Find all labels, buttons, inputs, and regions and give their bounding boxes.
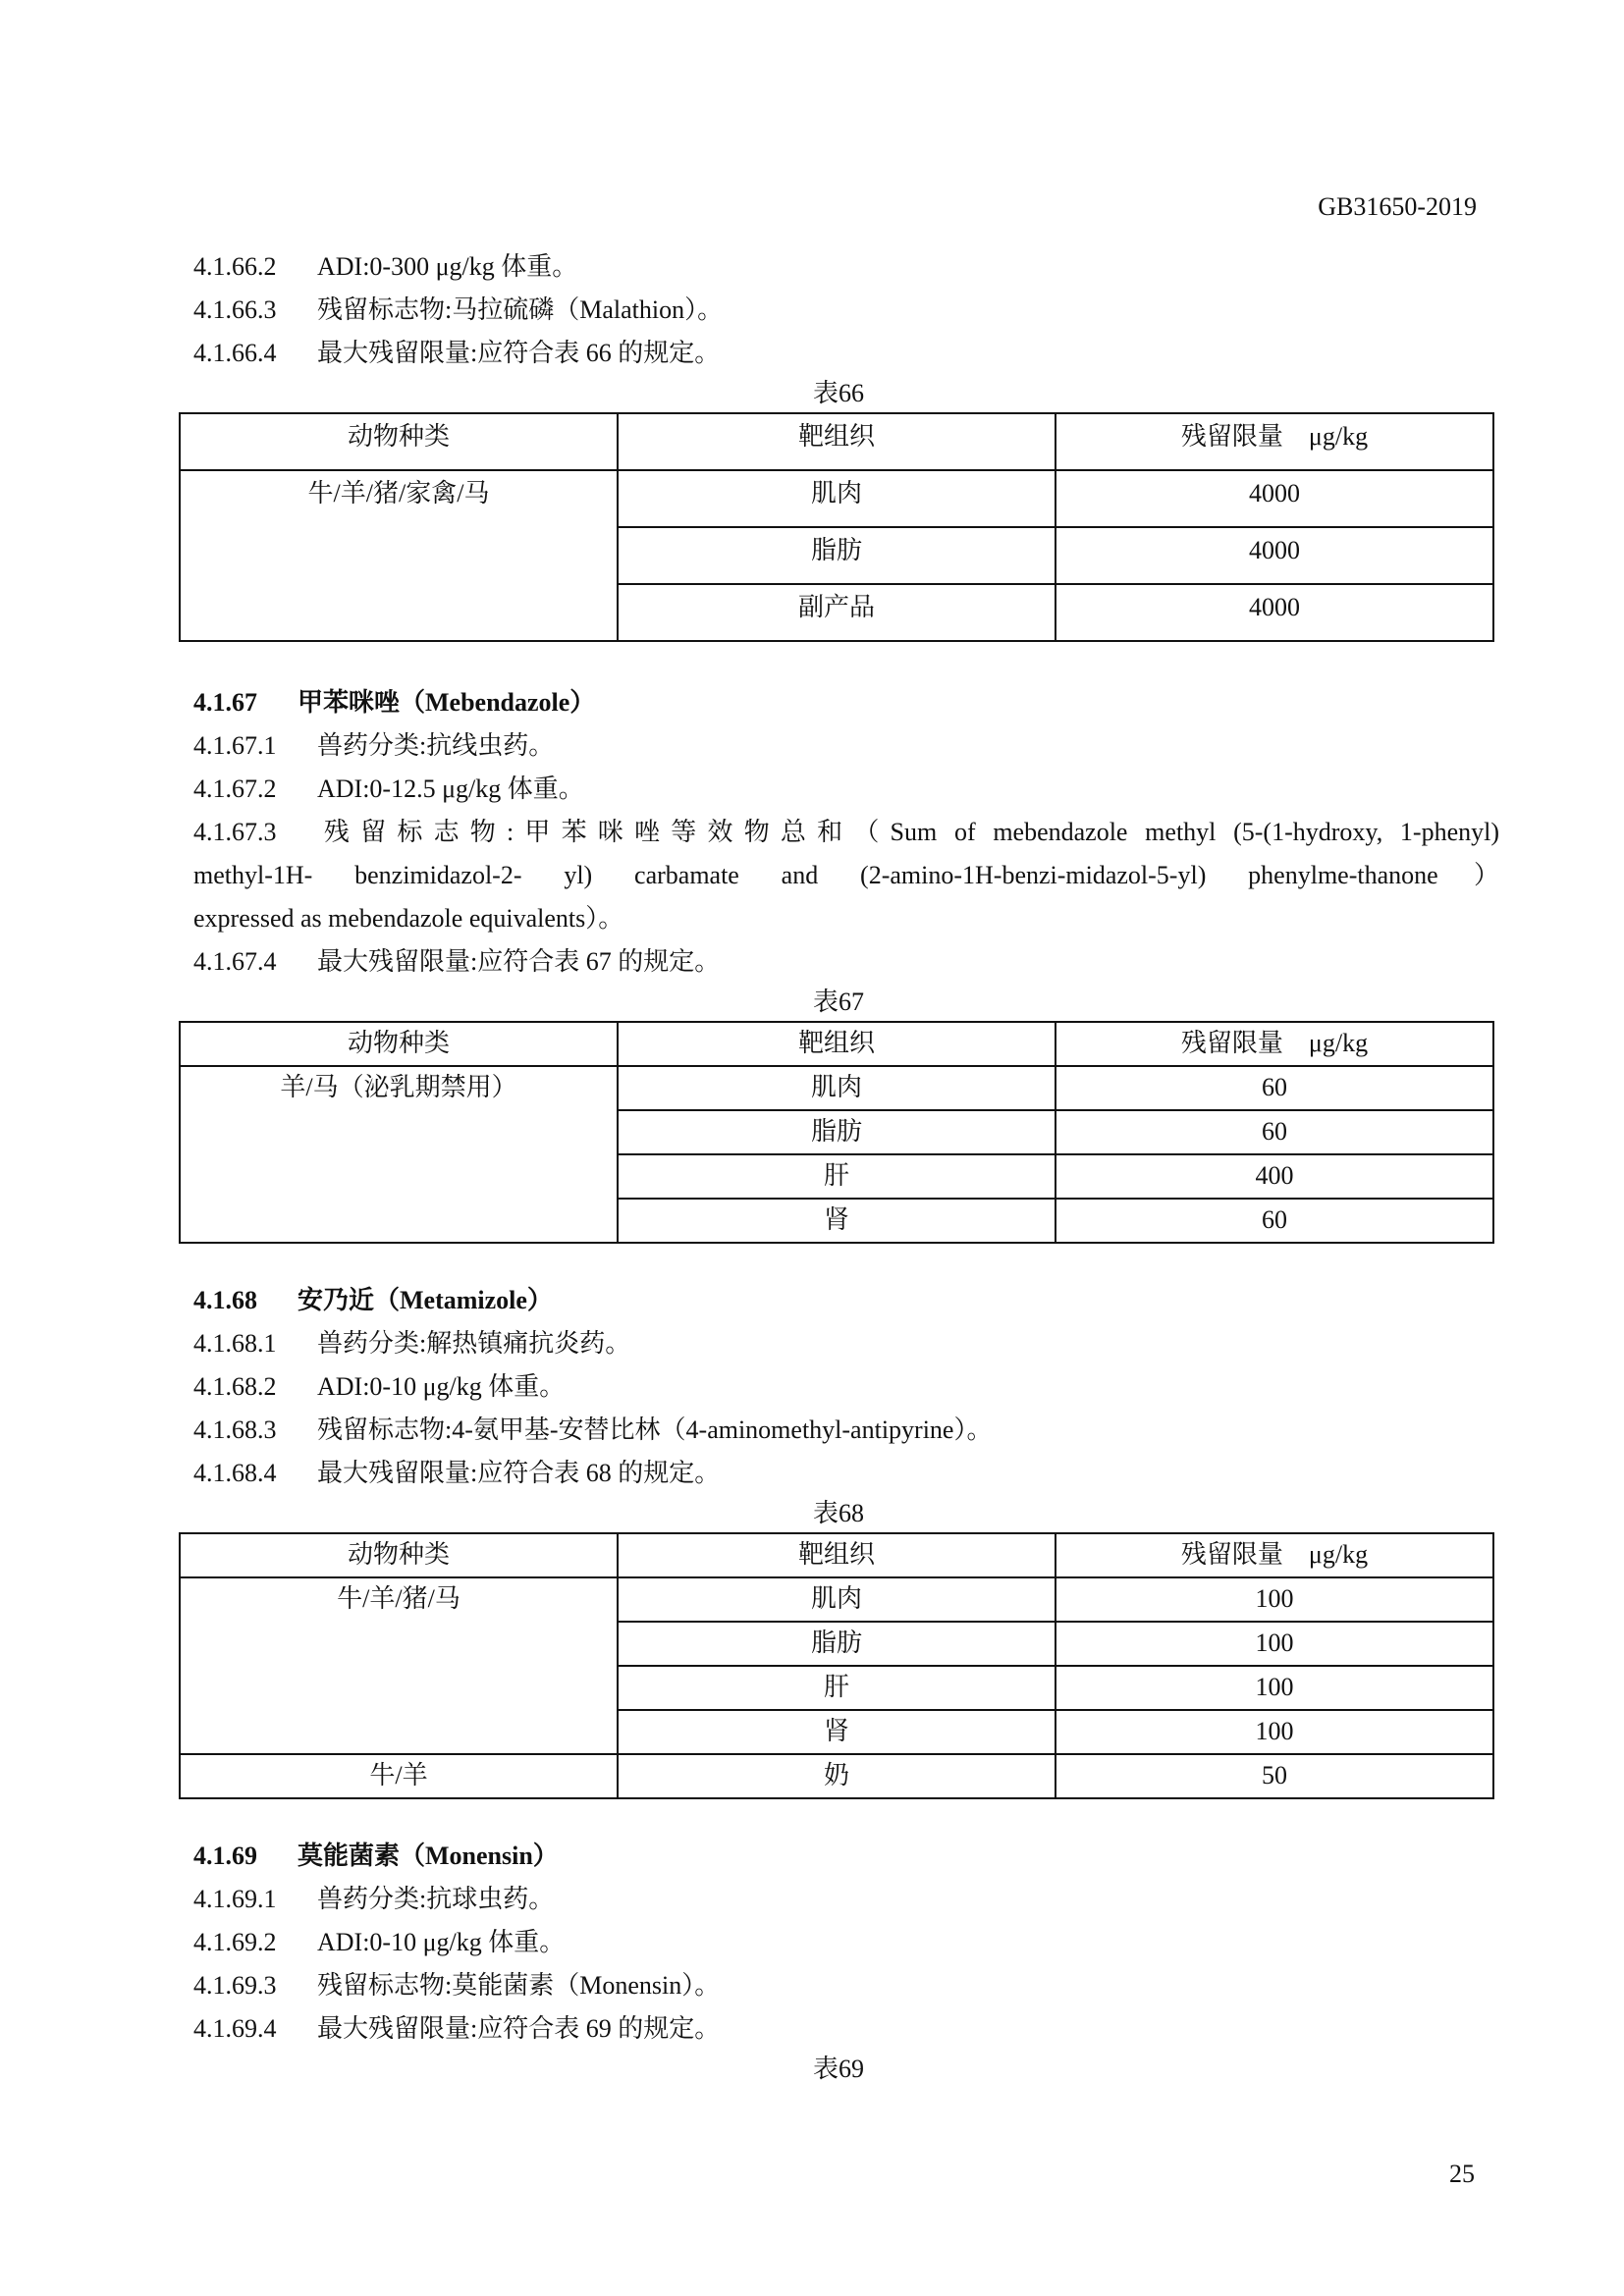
tissue-cell: 奶 [618, 1754, 1056, 1798]
clause-line [193, 1964, 1499, 2007]
limit-cell: 100 [1056, 1666, 1493, 1710]
clause-number: 4.1.67.2 [193, 774, 277, 803]
species-cell: 羊/马（泌乳期禁用） [180, 1066, 618, 1243]
clause-line [193, 1322, 1499, 1365]
clause-number: 4.1.66.2 [193, 252, 277, 281]
clause-text: 残留标志物:马拉硫磷（Malathion）。 [317, 295, 724, 324]
clause-text-line: methyl-1H- benzimidazol-2- yl) carbamate and (2-amino-1H-benzi-midazol-5-yl) phenylme-thanone） [193, 861, 1499, 889]
table-header-row [180, 1533, 1493, 1577]
spacer [193, 642, 1499, 681]
limit-cell: 60 [1056, 1066, 1493, 1110]
table-header-row [180, 1022, 1493, 1066]
tissue-cell: 脂肪 [618, 527, 1056, 584]
clause-line [193, 724, 1499, 768]
limit-cell: 4000 [1056, 584, 1493, 641]
tissue-cell: 肾 [618, 1199, 1056, 1243]
clause-line [193, 1452, 1499, 1495]
table-row [180, 470, 1493, 527]
clause-line [193, 940, 1499, 984]
header-species: 动物种类 [180, 413, 618, 470]
residue-table-68 [179, 1532, 1494, 1799]
header-limit: 残留限量 μg/kg [1056, 1022, 1493, 1066]
tissue-cell: 肝 [618, 1666, 1056, 1710]
clause-text: 最大残留限量:应符合表 69 的规定。 [317, 2014, 721, 2043]
clause-number: 4.1.68.2 [193, 1372, 277, 1401]
page-content [193, 245, 1499, 2088]
clause-number: 4.1.67.4 [193, 947, 277, 976]
clause-line [193, 2007, 1499, 2051]
tissue-cell: 肾 [618, 1710, 1056, 1754]
clause-number: 4.1.66.3 [193, 295, 277, 324]
spacer [193, 1244, 1499, 1279]
header-tissue: 靶组织 [618, 1533, 1056, 1577]
limit-cell: 60 [1056, 1110, 1493, 1154]
clause-line [193, 768, 1499, 811]
species-cell: 牛/羊/猪/马 [180, 1577, 618, 1754]
section-heading [193, 1279, 1499, 1322]
clause-text-line: 4.1.67.3 残留标志物:甲苯咪唑等效物总和（Sum of mebendazole methyl (5-(1-hydroxy, 1-phenyl) [193, 818, 1499, 846]
table-header-row [180, 413, 1493, 470]
clause-text: ADI:0-300 μg/kg 体重。 [317, 252, 578, 281]
clause-number: 4.1.69.2 [193, 1928, 277, 1956]
table-row [180, 1066, 1493, 1110]
limit-cell: 100 [1056, 1710, 1493, 1754]
residue-table-67 [179, 1021, 1494, 1244]
clause-text: 兽药分类:抗线虫药。 [317, 731, 555, 760]
spacer [193, 1799, 1499, 1835]
clause-text: 最大残留限量:应符合表 68 的规定。 [317, 1459, 721, 1487]
limit-cell: 400 [1056, 1154, 1493, 1199]
header-species: 动物种类 [180, 1533, 618, 1577]
header-tissue: 靶组织 [618, 1022, 1056, 1066]
clause-text-line: expressed as mebendazole equivalents）。 [193, 904, 624, 933]
clause-text: 残留标志物:4-氨甲基-安替比林（4-aminomethyl-antipyrine）。 [317, 1415, 993, 1444]
tissue-cell: 副产品 [618, 584, 1056, 641]
clause-line [193, 245, 1499, 289]
clause-line [193, 332, 1499, 375]
document-code: GB31650-2019 [1318, 192, 1477, 221]
section-number: 4.1.68 [193, 1286, 257, 1314]
section-heading [193, 681, 1499, 724]
clause-number: 4.1.68.1 [193, 1329, 277, 1358]
table-caption: 表66 [812, 379, 864, 407]
clause-text: 兽药分类:抗球虫药。 [317, 1885, 555, 1913]
page-number: 25 [1449, 2160, 1475, 2188]
clause-text: ADI:0-10 μg/kg 体重。 [317, 1372, 566, 1401]
species-cell: 牛/羊/猪/家禽/马 [180, 470, 618, 641]
section-title: 甲苯咪唑（Mebendazole） [298, 688, 596, 717]
section-title: 莫能菌素（Monensin） [298, 1842, 559, 1870]
residue-table-66 [179, 412, 1494, 642]
clause-number: 4.1.69.3 [193, 1971, 277, 2000]
header-tissue: 靶组织 [618, 413, 1056, 470]
tissue-cell: 肝 [618, 1154, 1056, 1199]
header-limit: 残留限量 μg/kg [1056, 413, 1493, 470]
table-caption: 表69 [812, 2055, 864, 2083]
clause-line [193, 1365, 1499, 1409]
clause-text: 残留标志物:莫能菌素（Monensin）。 [317, 1971, 721, 2000]
clause-text: 最大残留限量:应符合表 67 的规定。 [317, 947, 721, 976]
table-row [180, 1577, 1493, 1622]
tissue-cell: 脂肪 [618, 1622, 1056, 1666]
table-caption: 表67 [812, 988, 864, 1016]
clause-line [193, 1409, 1499, 1452]
limit-cell: 4000 [1056, 470, 1493, 527]
tissue-cell: 肌肉 [618, 1577, 1056, 1622]
clause-line [193, 1921, 1499, 1964]
clause-number: 4.1.69.4 [193, 2014, 277, 2043]
header-species: 动物种类 [180, 1022, 618, 1066]
limit-cell: 4000 [1056, 527, 1493, 584]
section-title: 安乃近（Metamizole） [298, 1286, 553, 1314]
clause-number: 4.1.66.4 [193, 339, 277, 367]
section-number: 4.1.69 [193, 1842, 257, 1870]
table-caption: 表68 [812, 1499, 864, 1527]
tissue-cell: 肌肉 [618, 470, 1056, 527]
limit-cell: 100 [1056, 1622, 1493, 1666]
header-limit: 残留限量 μg/kg [1056, 1533, 1493, 1577]
table-row [180, 1754, 1493, 1798]
clause-text: ADI:0-12.5 μg/kg 体重。 [317, 774, 584, 803]
limit-cell: 60 [1056, 1199, 1493, 1243]
limit-cell: 100 [1056, 1577, 1493, 1622]
clause-line [193, 1878, 1499, 1921]
clause-number: 4.1.69.1 [193, 1885, 277, 1913]
clause-number: 4.1.68.4 [193, 1459, 277, 1487]
clause-text: 兽药分类:解热镇痛抗炎药。 [317, 1329, 631, 1358]
species-cell: 牛/羊 [180, 1754, 618, 1798]
clause-text: ADI:0-10 μg/kg 体重。 [317, 1928, 566, 1956]
tissue-cell: 肌肉 [618, 1066, 1056, 1110]
limit-cell: 50 [1056, 1754, 1493, 1798]
tissue-cell: 脂肪 [618, 1110, 1056, 1154]
section-number: 4.1.67 [193, 688, 257, 717]
section-heading [193, 1835, 1499, 1878]
clause-text: 最大残留限量:应符合表 66 的规定。 [317, 339, 721, 367]
clause-line [193, 289, 1499, 332]
clause-number: 4.1.67.1 [193, 731, 277, 760]
clause-number: 4.1.68.3 [193, 1415, 277, 1444]
